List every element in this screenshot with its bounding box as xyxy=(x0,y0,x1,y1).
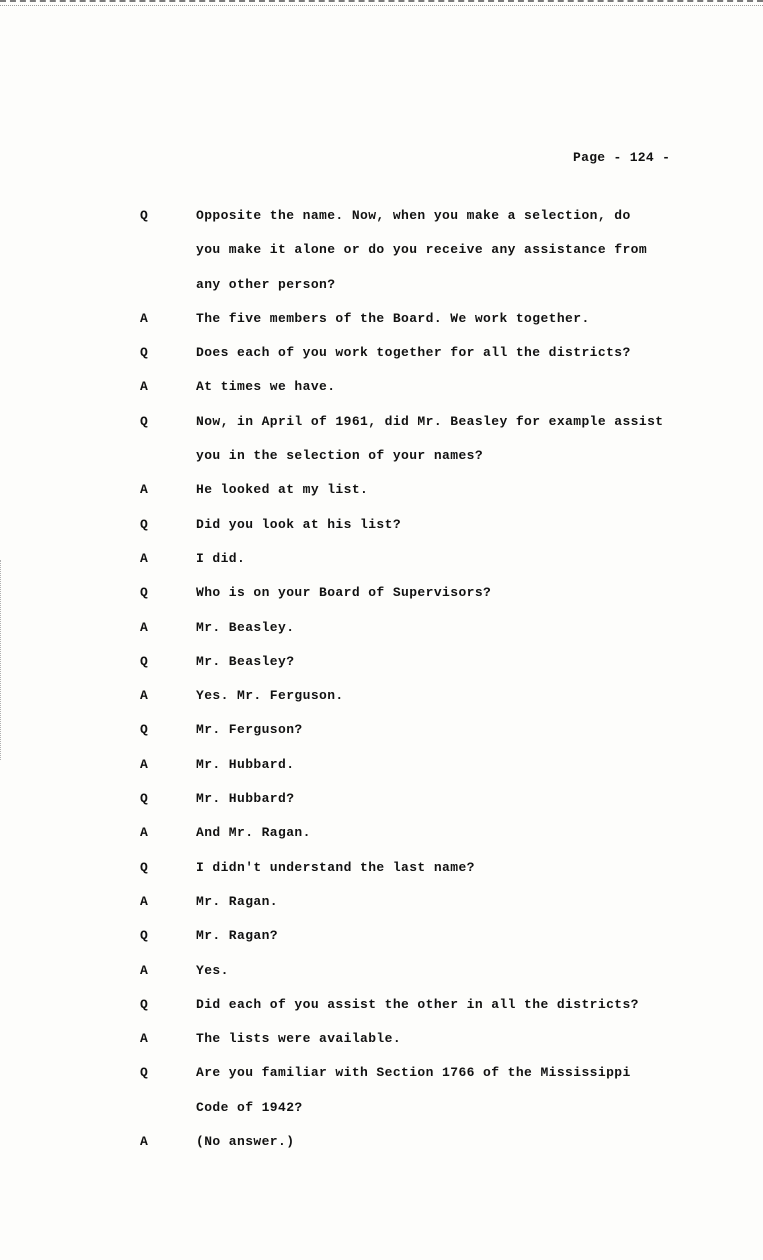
testimony-text: Does each of you work together for all the districts? xyxy=(196,345,631,361)
testimony-text: He looked at my list. xyxy=(196,482,369,498)
transcript-line xyxy=(0,446,763,480)
speaker-label: Q xyxy=(140,722,149,738)
testimony-text: Yes. xyxy=(196,962,229,978)
transcript-line xyxy=(0,1132,763,1166)
testimony-text: Mr. Beasley? xyxy=(196,653,295,669)
page-number: Page - 124 - xyxy=(573,150,671,165)
transcript-line xyxy=(0,240,763,274)
transcript-line xyxy=(0,515,763,549)
testimony-text: Mr. Beasley. xyxy=(196,619,295,635)
page-top-edge xyxy=(0,0,763,6)
testimony-text: I didn't understand the last name? xyxy=(196,859,475,875)
testimony-text: any other person? xyxy=(196,276,336,292)
transcript-line xyxy=(0,995,763,1029)
testimony-text: And Mr. Ragan. xyxy=(196,825,311,841)
transcript-line xyxy=(0,480,763,514)
speaker-label: Q xyxy=(140,859,149,875)
transcript-line xyxy=(0,412,763,446)
speaker-label: Q xyxy=(140,653,149,669)
testimony-text: (No answer.) xyxy=(196,1134,295,1150)
speaker-label: A xyxy=(140,825,149,841)
speaker-label: Q xyxy=(140,208,149,223)
testimony-text: Now, in April of 1961, did Mr. Beasley for example assist xyxy=(196,413,664,429)
transcript-line xyxy=(0,309,763,343)
speaker-label: A xyxy=(140,550,149,566)
testimony-text: Mr. Ragan. xyxy=(196,893,279,909)
testimony-text: Mr. Ferguson? xyxy=(196,722,303,738)
testimony-text: Opposite the name. Now, when you make a selection, do xyxy=(196,208,631,223)
speaker-label: Q xyxy=(140,928,149,944)
testimony-text: At times we have. xyxy=(196,379,336,395)
transcript-line xyxy=(0,1098,763,1132)
speaker-label: A xyxy=(140,482,149,498)
transcript-line xyxy=(0,789,763,823)
transcript-line xyxy=(0,926,763,960)
testimony-text: Code of 1942? xyxy=(196,1099,303,1115)
testimony-text: The five members of the Board. We work together. xyxy=(196,310,590,326)
transcript xyxy=(0,206,763,1166)
transcript-line xyxy=(0,858,763,892)
speaker-label: A xyxy=(140,1031,149,1047)
transcript-line xyxy=(0,1029,763,1063)
testimony-text: Did you look at his list? xyxy=(196,516,402,532)
speaker-label: A xyxy=(140,310,149,326)
speaker-label: Q xyxy=(140,1065,149,1081)
testimony-text: Yes. Mr. Ferguson. xyxy=(196,688,344,704)
transcript-line xyxy=(0,686,763,720)
speaker-label: Q xyxy=(140,791,149,807)
transcript-line xyxy=(0,755,763,789)
speaker-label: A xyxy=(140,1134,149,1150)
testimony-text: you make it alone or do you receive any assistance from xyxy=(196,242,648,258)
testimony-text: Who is on your Board of Supervisors? xyxy=(196,585,492,601)
testimony-text: Mr. Hubbard. xyxy=(196,756,295,772)
transcript-line xyxy=(0,275,763,309)
testimony-text: The lists were available. xyxy=(196,1031,402,1047)
transcript-line xyxy=(0,583,763,617)
transcript-line xyxy=(0,892,763,926)
speaker-label: Q xyxy=(140,516,149,532)
speaker-label: Q xyxy=(140,413,149,429)
testimony-text: Mr. Ragan? xyxy=(196,928,279,944)
transcript-line xyxy=(0,618,763,652)
testimony-text: Are you familiar with Section 1766 of the Mississippi xyxy=(196,1065,631,1081)
transcript-line xyxy=(0,823,763,857)
transcript-line xyxy=(0,343,763,377)
speaker-label: A xyxy=(140,962,149,978)
speaker-label: Q xyxy=(140,345,149,361)
speaker-label: A xyxy=(140,379,149,395)
speaker-label: A xyxy=(140,619,149,635)
speaker-label: Q xyxy=(140,585,149,601)
transcript-line xyxy=(0,1063,763,1097)
speaker-label: A xyxy=(140,688,149,704)
transcript-line xyxy=(0,206,763,240)
testimony-text: Mr. Hubbard? xyxy=(196,791,295,807)
testimony-text: Did each of you assist the other in all the districts? xyxy=(196,996,639,1012)
transcript-line xyxy=(0,961,763,995)
speaker-label: A xyxy=(140,893,149,909)
testimony-text: you in the selection of your names? xyxy=(196,448,484,464)
transcript-line xyxy=(0,720,763,754)
transcript-line xyxy=(0,652,763,686)
transcript-line xyxy=(0,377,763,411)
testimony-text: I did. xyxy=(196,550,246,566)
transcript-line xyxy=(0,549,763,583)
speaker-label: Q xyxy=(140,996,149,1012)
speaker-label: A xyxy=(140,756,149,772)
